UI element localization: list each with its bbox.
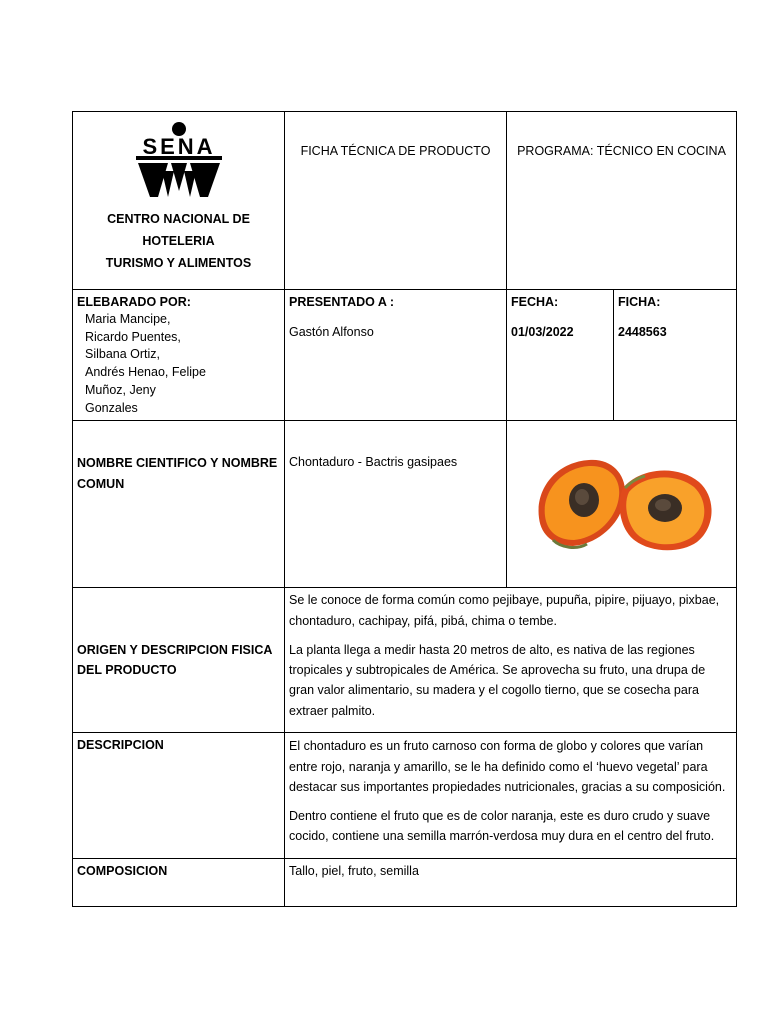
- fruit-image-cell: [507, 421, 737, 588]
- origen-label: ORIGEN Y DESCRIPCION FISICA DEL PRODUCTO: [77, 643, 272, 678]
- doc-title-cell: [285, 112, 507, 290]
- doc-title: FICHA TÉCNICA DE PRODUCTO: [300, 144, 491, 158]
- origen-paragraph-1: Se le conoce de forma común como pejibaye, pupuña, pipire, pijuayo, pixbae, chontaduro, cachipay, pifá, pibá, chima o tembe.: [289, 593, 720, 628]
- ficha-cell: [614, 289, 737, 421]
- composition-row: [73, 859, 737, 907]
- author-line: Ricardo Puentes,: [85, 329, 181, 344]
- header-row: [73, 112, 737, 290]
- origen-label-cell: [73, 588, 285, 733]
- nombre-label-cell: [73, 421, 285, 588]
- origen-paragraph-2: La planta llega a medir hasta 20 metros de alto, es nativa de las regiones tropicales y subtropicales de América. Se aprovecha su fruto, una drupa de gran valor alimentario, su madera y el cogollo tierno, que se cosecha para extraer palmito.: [289, 642, 706, 718]
- author-line: Muñoz, Jeny: [85, 382, 156, 397]
- descripcion-label-cell: [73, 733, 285, 859]
- authors-cell: [73, 289, 285, 421]
- institution-name: [77, 209, 280, 275]
- elaborado-label: ELEBARADO POR:: [77, 294, 191, 309]
- descripcion-label: DESCRIPCION: [77, 738, 164, 753]
- nombre-value: Chontaduro - Bactris gasipaes: [289, 455, 458, 470]
- authors-list: [77, 311, 280, 418]
- institution-line-2: TURISMO Y ALIMENTOS: [105, 255, 252, 270]
- presentado-label: PRESENTADO A :: [289, 294, 395, 309]
- nombre-label: NOMBRE CIENTIFICO Y NOMBRE COMUN: [77, 456, 278, 491]
- fecha-value: 01/03/2022: [511, 324, 574, 339]
- program-title: PROGRAMA: TÉCNICO EN COCINA: [517, 144, 726, 158]
- fecha-cell: [507, 289, 614, 421]
- ficha-value: 2448563: [618, 324, 667, 339]
- description-row: [73, 733, 737, 859]
- name-row: [73, 421, 737, 588]
- descripcion-text-cell: [285, 733, 737, 859]
- ficha-label: FICHA:: [618, 294, 661, 309]
- composicion-label-cell: [73, 859, 285, 907]
- institution-cell: [73, 112, 285, 290]
- sena-logo: [132, 121, 226, 201]
- composicion-value: Tallo, piel, fruto, semilla: [289, 864, 419, 879]
- author-line: Maria Mancipe,: [85, 311, 171, 326]
- product-sheet-table: [72, 111, 737, 907]
- presentado-value: Gastón Alfonso: [289, 324, 374, 339]
- composicion-value-cell: [285, 859, 737, 907]
- program-cell: [507, 112, 737, 290]
- chontaduro-fruit-image: [527, 448, 717, 556]
- author-line: Gonzales: [85, 400, 138, 415]
- composicion-label: COMPOSICION: [77, 864, 168, 879]
- descripcion-paragraph-2: Dentro contiene el fruto que es de color naranja, este es duro crudo y suave cocido, contiene una semilla marrón-verdosa muy dura en el centro del fruto.: [289, 809, 715, 844]
- institution-line-1: CENTRO NACIONAL DE HOTELERIA: [107, 212, 250, 248]
- origen-text-cell: [285, 588, 737, 733]
- sena-logo-text: SENA: [141, 134, 216, 159]
- fecha-label: FECHA:: [511, 294, 559, 309]
- presentado-cell: [285, 289, 507, 421]
- origin-row: [73, 588, 737, 733]
- info-row: [73, 289, 737, 421]
- descripcion-paragraph-1: El chontaduro es un fruto carnoso con forma de globo y colores que varían entre rojo, naranja y amarillo, se le ha definido como el ‘huevo vegetal’ para destacar sus importantes propiedades nutricionales, gracias a su composición.: [289, 739, 726, 794]
- nombre-value-cell: [285, 421, 507, 588]
- author-line: Silbana Ortiz,: [85, 347, 161, 362]
- author-line: Andrés Henao, Felipe: [85, 365, 206, 379]
